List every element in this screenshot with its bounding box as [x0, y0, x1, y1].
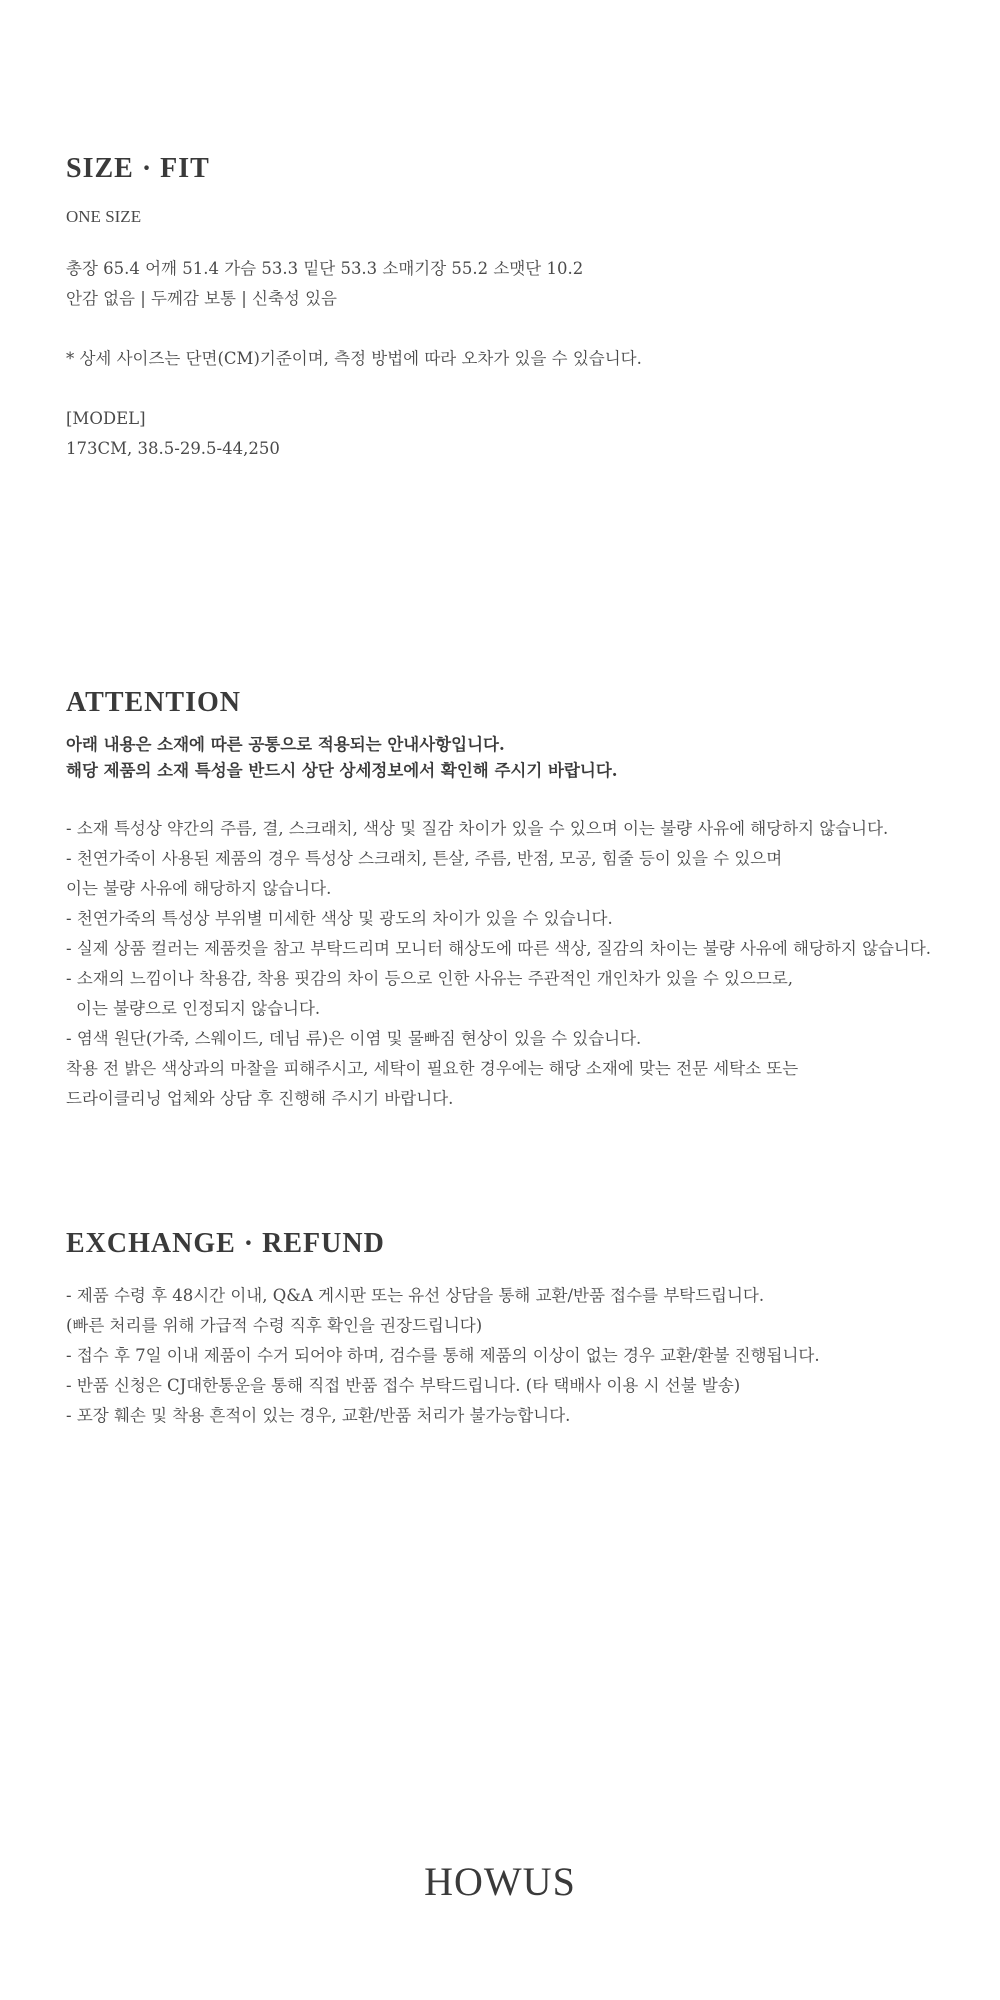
attention-item: - 소재의 느낌이나 착용감, 착용 핏감의 차이 등으로 인한 사유는 주관적인 개인차가 있을 수 있으므로, — [66, 969, 794, 988]
attention-title: ATTENTION — [66, 687, 241, 718]
model-label: [MODEL] — [66, 409, 146, 428]
brand-logo: HOWUS — [424, 1859, 576, 1904]
exchange-item: - 제품 수령 후 48시간 이내, Q&A 게시판 또는 유선 상담을 통해 교환/반품 접수를 부탁드립니다. — [66, 1286, 765, 1305]
fabric-info-text: 안감 없음 | 두께감 보통 | 신축성 있음 — [66, 289, 337, 308]
exchange-item: - 접수 후 7일 이내 제품이 수거 되어야 하며, 검수를 통해 제품의 이상이 없는 경우 교환/환불 진행됩니다. — [66, 1346, 820, 1365]
attention-item: - 천연가죽의 특성상 부위별 미세한 색상 및 광도의 차이가 있을 수 있습니다. — [66, 909, 613, 928]
size-fit-section — [66, 152, 966, 464]
attention-item: - 천연가죽이 사용된 제품의 경우 특성상 스크래치, 튼살, 주름, 반점, 모공, 힘줄 등이 있을 수 있으며 — [66, 849, 783, 868]
attention-item: 드라이클리닝 업체와 상담 후 진행해 주시기 바랍니다. — [66, 1089, 454, 1108]
attention-intro-line: 아래 내용은 소재에 따른 공통으로 적용되는 안내사항입니다. — [66, 735, 505, 754]
attention-intro-line: 해당 제품의 소재 특성을 반드시 상단 상세정보에서 확인해 주시기 바랍니다. — [66, 761, 618, 780]
exchange-item: - 반품 신청은 CJ대한통운을 통해 직접 반품 접수 부탁드립니다. (타 택배사 이용 시 선불 발송) — [66, 1376, 741, 1395]
attention-section — [66, 686, 966, 1114]
size-fit-title: SIZE · FIT — [66, 153, 210, 184]
attention-item: - 소재 특성상 약간의 주름, 결, 스크래치, 색상 및 질감 차이가 있을 수 있으며 이는 불량 사유에 해당하지 않습니다. — [66, 819, 889, 838]
attention-item: 이는 불량 사유에 해당하지 않습니다. — [66, 879, 332, 898]
size-label: ONE SIZE — [66, 207, 142, 226]
attention-item: - 실제 상품 컬러는 제품컷을 참고 부탁드리며 모니터 해상도에 따른 색상, 질감의 차이는 불량 사유에 해당하지 않습니다. — [66, 939, 932, 958]
attention-item: 이는 불량으로 인정되지 않습니다. — [76, 999, 321, 1018]
exchange-refund-title: EXCHANGE · REFUND — [66, 1228, 385, 1259]
measurements-text: 총장 65.4 어깨 51.4 가슴 53.3 밑단 53.3 소매기장 55.2 소맷단 10.2 — [66, 259, 584, 278]
attention-item: 착용 전 밝은 색상과의 마찰을 피해주시고, 세탁이 필요한 경우에는 해당 소재에 맞는 전문 세탁소 또는 — [66, 1059, 799, 1078]
exchange-item: (빠른 처리를 위해 가급적 수령 직후 확인을 권장드립니다) — [66, 1316, 483, 1335]
attention-item: - 염색 원단(가죽, 스웨이드, 데님 류)은 이염 및 물빠짐 현상이 있을 수 있습니다. — [66, 1029, 642, 1048]
exchange-item: - 포장 훼손 및 착용 흔적이 있는 경우, 교환/반품 처리가 불가능합니다. — [66, 1406, 571, 1425]
exchange-refund-section — [66, 1227, 966, 1431]
model-info-text: 173CM, 38.5-29.5-44,250 — [66, 439, 280, 458]
size-note-text: * 상세 사이즈는 단면(CM)기준이며, 측정 방법에 따라 오차가 있을 수 있습니다. — [66, 349, 642, 368]
